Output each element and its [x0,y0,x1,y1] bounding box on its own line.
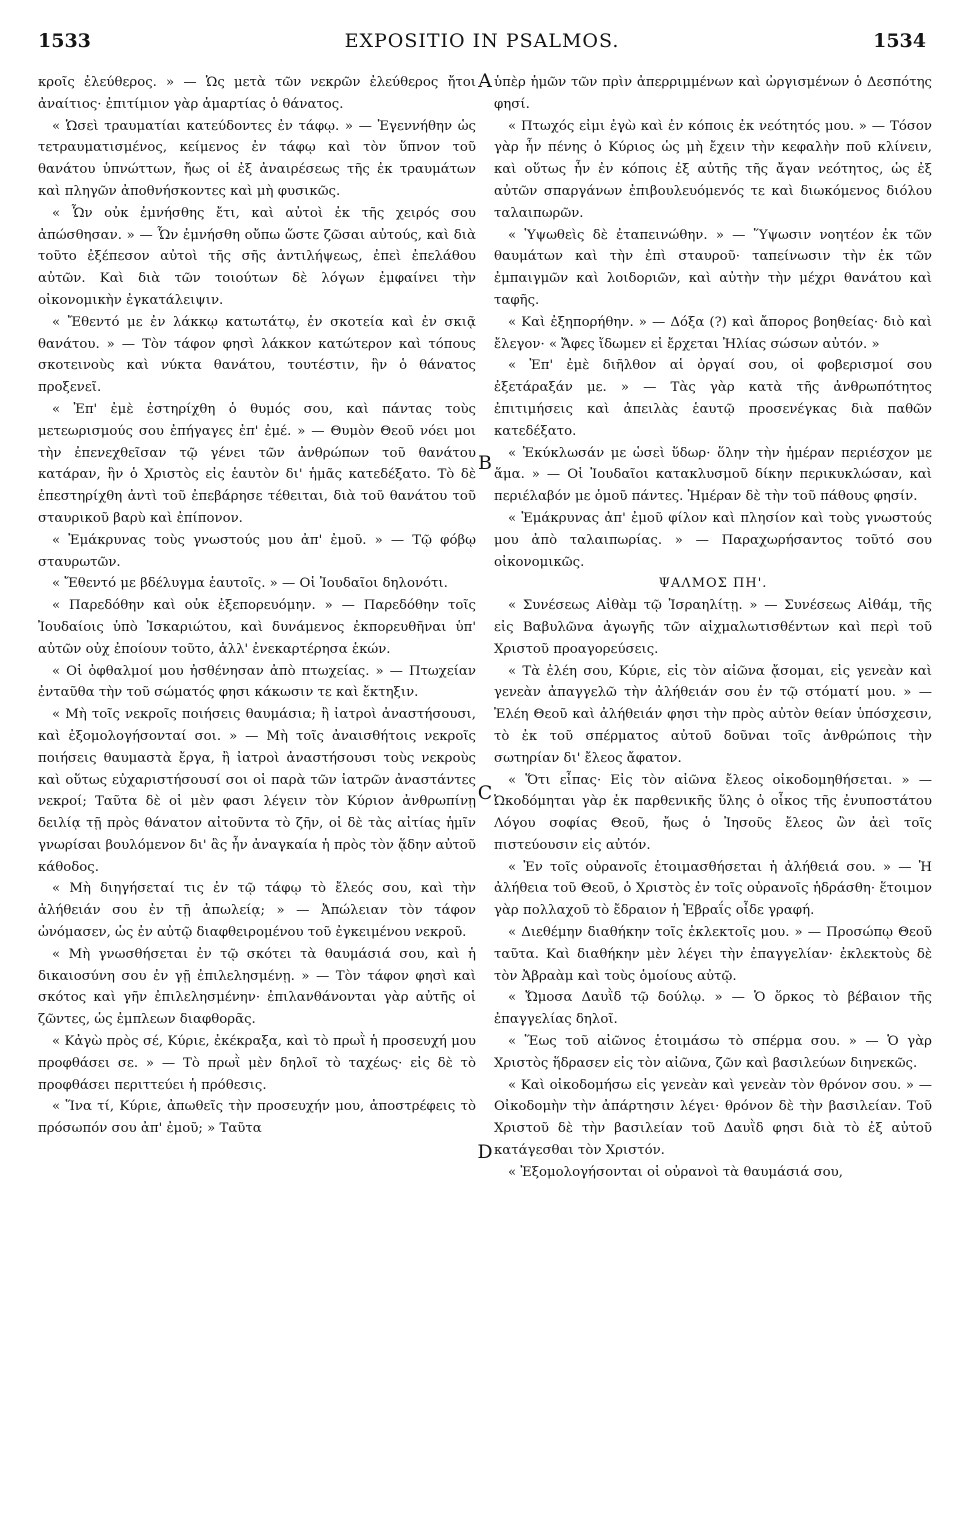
margin-marker-d: D [477,1141,493,1163]
paragraph: κροῖς ἐλεύθερος. » — Ὡς μετὰ τῶν νεκρῶν ἐλεύθερος ἤτοι ἀναίτιος· ἐπιτίμιον γὰρ ἁμαρτίας ὁ θάνατος. [38,75,476,112]
paragraph: « Ἕως τοῦ αἰῶνος ἑτοιμάσω τὸ σπέρμα σου. » — Ὁ γὰρ Χριστὸς ἥδρασεν εἰς τὸν αἰῶνα, ζῶν καὶ βασιλεύων διηνεκῶς. [494,1034,932,1071]
running-title: EXPOSITIO IN PSALMOS. [344,30,620,52]
paragraph: « Παρεδόθην καὶ οὐκ ἐξεπορευόμην. » — Παρεδόθην τοῖς Ἰουδαίοις ὑπὸ Ἰσκαριώτου, καὶ δυνάμενος ἐκπορευθῆναι ὑπ' αὐτῶν οὐχ ἐποίουν τοῦτο, ἀλλ' ἐνεκαρτέρησα ἑκών. [38,598,476,657]
paragraph: « Καὶ ἐξηπορήθην. » — Δόξα (?) καὶ ἄπορος βοηθείας· διὸ καὶ ἔλεγον· « Ἄφες ἴδωμεν εἰ ἔρχεται Ἠλίας σώσων αὐτόν. » [494,314,932,352]
paragraph: « Ὑψωθεὶς δὲ ἐταπεινώθην. » — Ὕψωσιν νοητέον ἐκ τῶν θαυμάτων καὶ τὴν ἐπὶ σταυροῦ· ταπείνωσιν τὴν ἐκ τῶν ἐμπαιγμῶν καὶ λοιδοριῶν, καὶ αὐτὴν τὴν μέχρι θανάτου καὶ ταφῆς. [494,227,932,308]
paragraph: ὑπὲρ ἡμῶν τῶν πρὶν ἀπερριμμένων καὶ ὠργισμένων ὁ Δεσπότης φησί. [494,75,932,112]
paragraph: « Οἱ ὀφθαλμοί μου ἠσθένησαν ἀπὸ πτωχείας. » — Πτωχείαν ἐνταῦθα τὴν τοῦ σώματός φησι κάκωσιν τε καὶ ἔκτηξιν. [38,663,476,701]
paragraph: « Καὶ οἰκοδομήσω εἰς γενεὰν καὶ γενεὰν τὸν θρόνον σου. » — Οἰκοδομὴν τὴν ἀπάρτησιν λέγει· θρόνον δὲ τὴν βασιλείαν. Τοῦ Χριστοῦ δὲ τὴν βασιλείαν τοῦ Δαυῒδ φησι διὰ τὸ ἐξ αὐτοῦ κατάγεσθαι τὸν Χριστόν. [494,1077,932,1159]
paragraph: « Ἐπ' ἐμὲ ἐστηρίχθη ὁ θυμός σου, καὶ πάντας τοὺς μετεωρισμούς σου ἐπήγαγες ἐπ' ἐμέ. » — Θυμὸν Θεοῦ νόει μοι τὴν ἐπενεχθεῖσαν τῷ γένει τῶν ἀνθρώπων τοῦ θανάτου κατάραν, ἣν ὁ Χριστὸς εἰς ἑαυτὸν δι' ἡμᾶς κατεδέξατο. Τὸ δὲ ἐπεστηρίχθη ἀντὶ τοῦ ἐπεβάρησε τέθειται, διὰ τοῦ θανάτου τοῦ σταυρικοῦ βαρὺ καὶ ἐπίπονον. [38,401,476,526]
paragraph: « Ὡσεὶ τραυματίαι κατεύδοντες ἐν τάφῳ. » — Ἐγεννήθην ὡς τετραυματισμένος, κείμενος ἐν τάφῳ καὶ τὸν ὕπνον τοῦ θανάτου ὑπνώττων, ἤως οἱ ἐξ ἀναιρέσεως τῆς ἐκ τραυμάτων καὶ πληγῶν ἀποθνήσκοντες καὶ μὴ φυσικῶς. [38,118,476,199]
left-column [38,72,476,1140]
paragraph: « Ἐξομολογήσονται οἱ οὐρανοὶ τὰ θαυμάσιά σου, [508,1164,843,1180]
paragraph: « Ὤμοσα Δαυῒδ τῷ δούλῳ. » — Ὁ ὅρκος τὸ βέβαιον τῆς ἐπαγγελίας δηλοῖ. [494,990,932,1028]
paragraph: « Ὅτι εἶπας· Εἰς τὸν αἰῶνα ἔλεος οἰκοδομηθήσεται. » — Ὠκοδόμηται γὰρ ἐκ παρθενικῆς ὕλης ὁ οἶκος τῆς ἐνυποστάτου Λόγου σοφίας Θεοῦ, ἤως ὁ Ἰησοῦς ἔλεος ὢν ἀεὶ τοῖς πιστεύουσιν εἰς αὐτόν. [494,772,932,853]
paragraph: « Ὧν οὐκ ἐμνήσθης ἔτι, καὶ αὐτοὶ ἐκ τῆς χειρός σου ἀπώσθησαν. » — Ὧν ἐμνήσθη οὔπω ὥστε ζῶσαι αὐτούς, καὶ διὰ τοῦτο ἐξέπεσον αὐτοὶ τῆς σῆς ἀντιλήψεως, ἐπεὶ ἐπελάθου αὐτῶν. Καὶ διὰ τῶν τοιούτων δὲ λόγων ἐμφαίνει τὴν οἰκονομικὴν ἐγκατάλειψιν. [38,205,476,308]
margin-marker-c: C [477,782,493,804]
paragraph: « Μὴ διηγήσεταί τις ἐν τῷ τάφῳ τὸ ἔλεός σου, καὶ τὴν ἀλήθειάν σου ἐν τῇ ἀπωλείᾳ; » — Ἀπώλειαν τὸν τάφον ὠνόμασεν, ὡς ἐν αὐτῷ διαφθειρομένου τοῦ ἐγκειμένου νεκροῦ. [38,881,476,941]
page-number-left: 1533 [38,30,91,52]
paragraph: « Τὰ ἐλέη σου, Κύριε, εἰς τὸν αἰῶνα ᾄσομαι, εἰς γενεὰν καὶ γενεὰν ἀπαγγελῶ τὴν ἀλήθειάν σου ἐν τῷ στόματί μου. » — Ἐλέη Θεοῦ καὶ ἀλήθειάν φησι τὴν πρὸς αὐτὸν θείαν ὑπόσχεσιν, τὸ ἐκ τοῦ σπέρματος αὐτοῦ δοῦναι τοῖς ἀνθρώποις τὴν σωτηρίαν δι' ἔλεος ἄφατον. [494,663,932,766]
paragraph: « Ἐπ' ἐμὲ διῆλθον αἱ ὀργαί σου, οἱ φοβερισμοί σου ἐξετάραξάν με. » — Τὰς γὰρ κατὰ τῆς ἀνθρωπότητος ἐπιτιμήσεις καὶ ἀπειλὰς ἑαυτῷ προσενέγκας διὰ παθῶν κατεδέξατο. [494,358,932,439]
paragraph: « Μὴ γνωσθήσεται ἐν τῷ σκότει τὰ θαυμάσιά σου, καὶ ἡ δικαιοσύνη σου ἐν γῇ ἐπιλελησμένῃ. » — Τὸν τάφον φησὶ καὶ σκότος καὶ γῆν ἐπιλελησμένην· ἐπιλανθάνονται γὰρ αὐτῆς οἱ ζῶντες, ὡς ἐμπλεων διαφθορᾶς. [38,946,476,1028]
page-number-right: 1534 [873,30,926,52]
right-column [494,72,932,1184]
paragraph: « Ἵνα τί, Κύριε, ἀπωθεῖς τὴν προσευχήν μου, ἀποστρέφεις τὸ πρόσωπόν σου ἀπ' ἐμοῦ; » Ταῦτα [38,1099,476,1137]
paragraph: « Ἐν τοῖς οὐρανοῖς ἑτοιμασθήσεται ἡ ἀλήθειά σου. » — Ἡ ἀλήθεια τοῦ Θεοῦ, ὁ Χριστὸς ἐν τοῖς οὐρανοῖς ἡδράσθη· ἕτοιμον γὰρ πολλαχοῦ τὸ ἔδραιον ἡ Ἑβραΐς οἶδε γραφή. [494,859,932,919]
paragraph: « Διεθέμην διαθήκην τοῖς ἐκλεκτοῖς μου. » — Προσώπῳ Θεοῦ ταῦτα. Καὶ διαθήκην μὲν λέγει τὴν ἐπαγγελίαν· ἐκλεκτοὺς δὲ τὸν Ἀβραὰμ καὶ τοὺς ὁμοίους αὐτῷ. [494,925,932,984]
paragraph: « Κἀγὼ πρὸς σέ, Κύριε, ἐκέκραξα, καὶ τὸ πρωῒ ἡ προσευχή μου προφθάσει σε. » — Τὸ πρωῒ μὲν δηλοῖ τὸ ταχέως· εἰς δὲ τὸ προφθάσει περιττεύει ἡ πρόθεσις. [38,1034,476,1093]
margin-marker-b: B [478,452,492,474]
section-heading: ΨΑΛΜΟΣ ΠΗ'. [658,576,768,592]
paragraph: « Ἐμάκρυνας ἀπ' ἐμοῦ φίλον καὶ πλησίον καὶ τοὺς γνωστούς μου ἀπὸ ταλαιπωρίας. » — Παραχωρήσαντος τοῦτό σου οἰκονομικῶς. [494,510,932,570]
paragraph: « Ἐμάκρυνας τοὺς γνωστούς μου ἀπ' ἐμοῦ. » — Τῷ φόβῳ σταυρωτῶν. [38,532,476,570]
paragraph: « Ἔθεντό με βδέλυγμα ἑαυτοῖς. » — Οἱ Ἰουδαῖοι δηλονότι. [52,576,448,592]
margin-marker-a: A [478,70,492,92]
paragraph: « Συνέσεως Αἰθὰμ τῷ Ἰσραηλίτῃ. » — Συνέσεως Αἰθάμ, τῆς εἰς Βαβυλῶνα ἀγωγῆς τῶν αἰχμαλωτισθέντων καὶ περὶ τοῦ Χριστοῦ προαγορεύσεις. [494,598,932,657]
paragraph: « Ἔθεντό με ἐν λάκκῳ κατωτάτῳ, ἐν σκοτεία καὶ ἐν σκιᾷ θανάτου. » — Τὸν τάφον φησὶ λάκκον κατώτερον καὶ τόπους σκοτεινοὺς καὶ νύκτα θανάτου, τουτέστιν, ἣν ὁ θάνατος προξενεῖ. [38,314,476,396]
paragraph: « Ἐκύκλωσάν με ὡσεὶ ὕδωρ· ὅλην τὴν ἡμέραν περιέσχον με ἅμα. » — Οἱ Ἰουδαῖοι κατακλυσμοῦ δίκην περικυκλώσαν, καὶ περιέλαβόν με ὁμοῦ πάντες. Ἡμέραν δὲ τὴν τοῦ πάθους φησίν. [494,445,932,505]
page-header [38,30,926,60]
paragraph: « Μὴ τοῖς νεκροῖς ποιήσεις θαυμάσια; ἢ ἰατροὶ ἀναστήσουσι, καὶ ἐξομολογήσονταί σοι. » — Μὴ τοῖς ἀναισθήτοις νεκροῖς ποιήσεις θαυμαστὰ ἔργα, ἢ ἰατροὶ ἀναστήσουσι τοὺς νεκροὺς καὶ οὕτως εὐχαριστήσουσί σοι οἱ παρὰ τῶν ἰατρῶν ἀναστάντες νεκροί; Ταῦτα δὲ οἱ μὲν φασι λέγειν τὸν Κύριον ἀνθρωπίνῃ δειλίᾳ τῇ πρὸς θάνατον αἰτοῦντα τὸ ζῆν, οἱ δὲ τὰς αἰτίας ἡμῖν γνωρίσαι βουλόμενον δι' ἃς ἦν ἀναγκαία ἡ πρὸς τὸν ᾅδην αὐτοῦ κάθοδος. [38,707,476,875]
paragraph: « Πτωχός εἰμι ἐγὼ καὶ ἐν κόποις ἐκ νεότητός μου. » — Τόσον γὰρ ἦν πένης ὁ Κύριος ὡς μὴ ἔχειν τὴν κεφαλὴν ποῦ κλίνειν, καὶ οὕτως ἦν ἐν κόποις ἐξ αὐτῆς τῆς ἄγαν νεότητος, ὡς ἐξ αὐτῶν σπαργάνων ἐπιβουλευόμενός τε καὶ διωκόμενος διόλου ταλαιπωρῶν. [494,118,932,221]
